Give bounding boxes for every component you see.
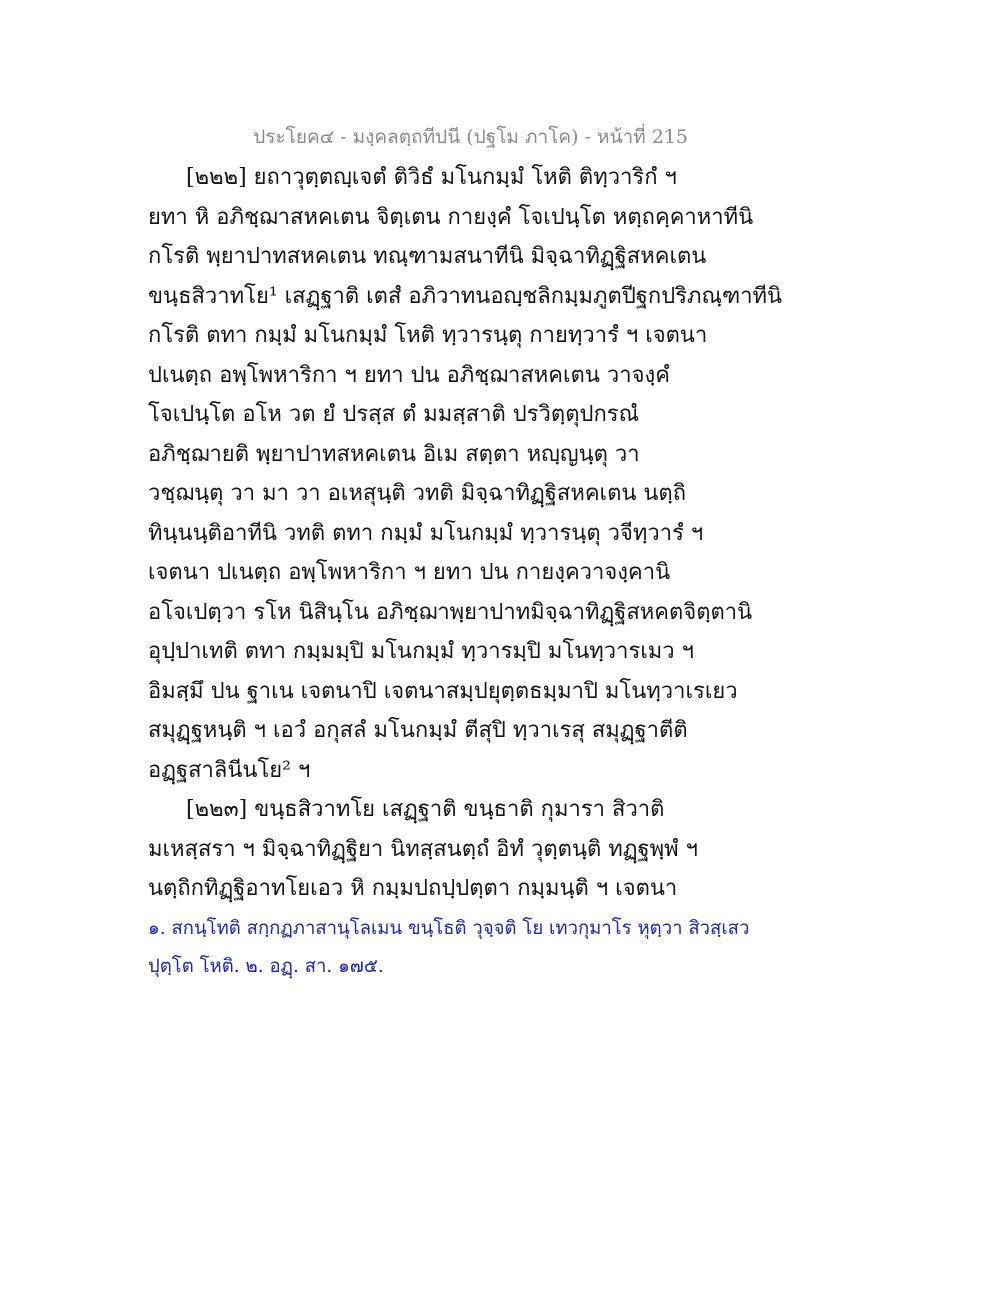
paragraph-line: อิมสฺมึ ปน ฐาเน เจตนาปิ เจตนาสมฺปยุตฺตธมฺมาปิ มโนทฺวาเรเยว [148, 678, 738, 704]
paragraph-line: วชฺฌนฺตุ วา มา วา อเหสุนฺติ วทติ มิจฺฉาทิฏฺฐิสหคเตน นตฺถิ [148, 481, 687, 506]
paragraph-line: นตฺถิกทิฏฺฐิอาทโยเอว หิ กมฺมปถปฺปตฺตา กมฺมนฺติ ฯ เจตนา [148, 876, 678, 901]
paragraph-line: อฏฺฐสาลินีนโย² ฯ [148, 757, 311, 783]
paragraph-line: สมุฏฺฐหนฺติ ฯ เอวํ อกุสลํ มโนกมฺมํ ตีสุปิ ทฺวาเรสุ สมุฏฺฐาตีติ [148, 718, 688, 743]
paragraph-line: [๒๒๓] ขนฺธสิวาทโย เสฏฺฐาติ ขนฺธาติ กุมารา สิวาติ [186, 797, 665, 822]
paragraph-line: กโรติ ตทา กมฺมํ มโนกมฺมํ โหติ ทฺวารนฺตุ กายทฺวารํ ฯ เจตนา [148, 323, 708, 348]
paragraph-line: [๒๒๒] ยถาวุตฺตญฺเจตํ ติวิธํ มโนกมฺมํ โหติ ติทฺวาริกํ ฯ [186, 165, 677, 190]
paragraph-line: ขนฺธสิวาทโย¹ เสฏฺฐาติ เตสํ อภิวาทนอญฺชลิกมฺมภูตปีฐกปริภณฺฑาทีนิ [148, 283, 783, 309]
footnotes [148, 910, 750, 986]
footnote-line: ปุตฺโต โหติ. ๒. อฏฺ. สา. ๑๗๕. [148, 956, 384, 977]
paragraph-line: ปเนตฺถ อพฺโพหาริกา ฯ ยทา ปน อภิชฺฌาสหคเตน วาจงฺคํ [148, 362, 670, 388]
paragraph-line: ทินฺนนฺติอาทีนิ วทติ ตทา กมฺมํ มโนกมฺมํ ทฺวารนฺตุ วจีทฺวารํ ฯ [148, 520, 704, 546]
paragraph-line: มเหสฺสรา ฯ มิจฺฉาทิฏฺฐิยา นิทสฺสนตฺถํ อิทํ วุตฺตนฺติ ทฏฺฐพฺพํ ฯ [148, 836, 699, 862]
paragraph-line: อุปฺปาเทติ ตทา กมฺมมฺปิ มโนกมฺมํ ทฺวารมฺปิ มโนทฺวารเมว ฯ [148, 639, 694, 664]
paragraph-line: โจเปนฺโต อโห วต ยํ ปรสฺส ตํ มมสฺสาติ ปรวิตฺตุปกรณํ [148, 402, 639, 427]
paragraph-line: อภิชฺฌายติ พฺยาปาทสหคเตน อิเม สตฺตา หญฺญนฺตุ วา [148, 441, 640, 467]
body-text [148, 158, 783, 909]
footnote-line: ๑. สกนฺโทติ สกฺกฏภาสานุโลเมน ขนฺโธติ วุจฺจติ โย เทวกุมาโร หุตฺวา สิวสฺเสว [148, 918, 750, 939]
running-header: ประโยค๔ - มงฺคลตฺถทีปนี (ปฐโม ภาโค) - หน้าที่ 215 [253, 126, 688, 148]
paragraph-line: เจตนา ปเนตฺถ อพฺโพหาริกา ฯ ยทา ปน กายงฺควาจงฺคานิ [148, 560, 671, 585]
paragraph-line: อโจเปตฺวา รโห นิสินฺโน อภิชฺฌาพฺยาปาทมิจฺฉาทิฏฺฐิสหคตจิตฺตานิ [148, 599, 753, 625]
paragraph-line: ยทา หิ อภิชฺฌาสหคเตน จิตฺเตน กายงฺคํ โจเปนฺโต หตฺถคฺคาหาทีนิ [148, 204, 754, 230]
paragraph-line: กโรติ พฺยาปาทสหคเตน ทณฺฑามสนาทีนิ มิจฺฉาทิฏฺฐิสหคเตน [148, 244, 707, 269]
